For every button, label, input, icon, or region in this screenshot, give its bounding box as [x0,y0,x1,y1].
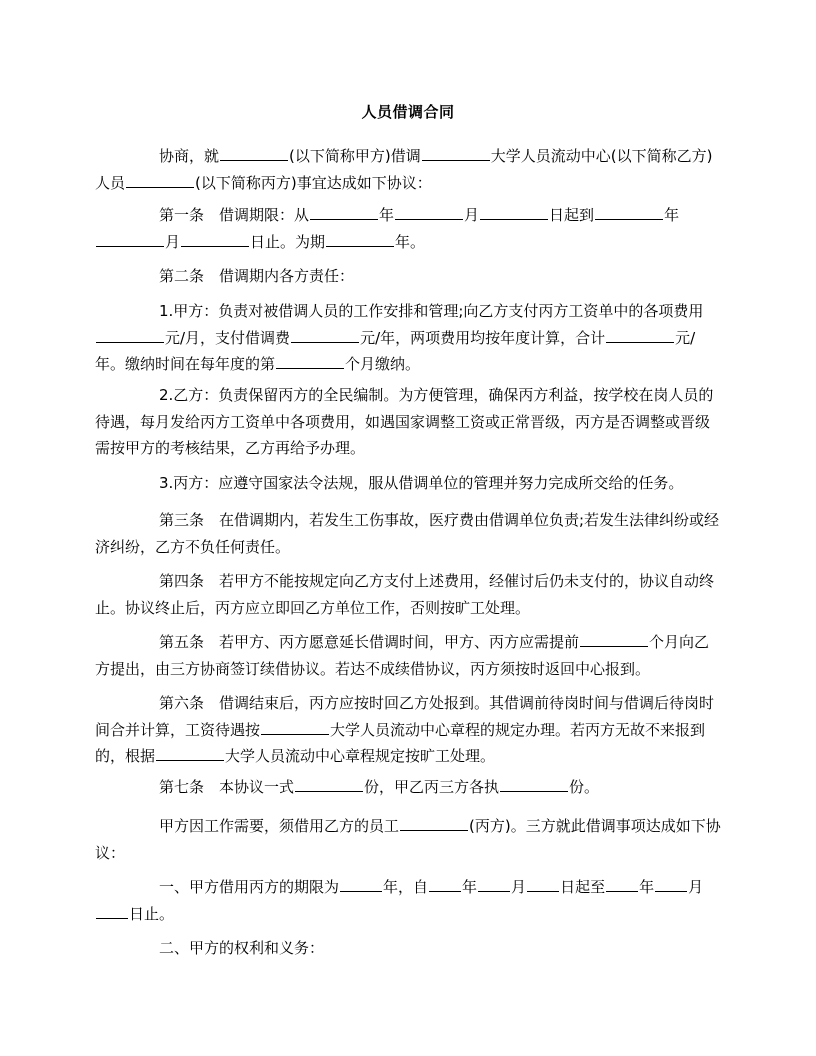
text-segment: 2.乙方：负责保留丙方的全民编制。为方便管理，确保丙方利益，按学校在岗人员的待遇，每月发给丙方工资单中各项费用，如遇国家调整工资或正常晋级，丙方是否调整或晋级需按甲方的考核结果，乙方再给予办理。 [95,386,714,457]
fill-blank [478,876,510,892]
text-segment: 一、甲方借用丙方的期限为 [159,878,340,896]
fill-blank [291,327,359,343]
text-segment: 年 [639,878,655,896]
text-segment: (丙方)。三方就此借调事项达成如下协议： [95,817,721,862]
text-segment: 日止。为期 [250,232,326,251]
fill-blank [422,145,490,161]
article-1-paragraph [95,202,723,255]
text-segment: 元/年。缴纳时间在每年度的第 [95,328,696,373]
article-7-paragraph [95,774,723,801]
fill-blank [580,631,648,647]
text-segment: 大学人员流动中心章程的规定办理。若丙方无故不来报到的，根据 [95,720,706,765]
text-segment: 份，甲乙丙三方各执 [364,778,500,796]
fill-blank [96,231,164,247]
text-segment: 大学人员流动中心(以下简称乙方)人员 [95,147,713,192]
text-segment: 第六条 借调结束后，丙方应按时回乙方处报到。其借调前待岗时间与借调后待岗时间合并计算，工资待遇按 [95,694,715,739]
fill-blank [480,204,548,220]
text-segment: 日止。 [129,904,175,923]
text-segment: 日起到 [549,206,595,224]
fill-blank [606,876,638,892]
fill-blank [156,745,224,761]
second-1-paragraph [95,874,723,927]
text-segment: 年 [664,206,680,224]
intro-paragraph [95,143,723,196]
text-segment: 年。 [395,232,426,251]
text-segment: 月 [511,878,527,896]
text-segment: 元/年，两项费用均按年度计算，合计 [360,328,606,347]
text-segment: 1.甲方：负责对被借调人员的工作安排和管理;向乙方支付丙方工资单中的各项费用 [159,302,704,320]
text-segment: 年，自 [383,878,429,896]
text-segment: 年 [462,878,478,896]
fill-blank [96,903,128,919]
fill-blank [181,231,249,247]
fill-blank [655,876,687,892]
fill-blank [261,719,329,735]
fill-blank [96,327,164,343]
text-segment: 3.丙方：应遵守国家法令法规，服从借调单位的管理并努力完成所交给的任务。 [159,474,684,492]
fill-blank [595,204,663,220]
text-segment: 第三条 在借调期内，若发生工伤事故，医疗费由借调单位负责;若发生法律纠纷或经济纠纷，乙方不负任何责任。 [95,511,720,556]
fill-blank [500,776,568,792]
article-6-paragraph [95,690,723,770]
fill-blank [429,876,461,892]
fill-blank [126,172,194,188]
text-segment: 第一条 借调期限：从 [159,206,310,224]
text-segment: 个月向乙方提出，由三方协商签订续借协议。若达不成续借协议，丙方须按时返回中心报到。 [95,633,710,678]
text-segment: 元/月，支付借调费 [165,328,291,347]
article-3-paragraph [95,507,723,560]
text-segment: 年 [379,206,395,224]
text-segment: 月 [688,878,704,896]
article-4-paragraph [95,568,723,621]
fill-blank [276,353,344,369]
text-segment: (以下简称甲方)借调 [289,147,421,165]
second-2-paragraph [95,935,723,962]
fill-blank [395,204,463,220]
text-segment: 协商，就 [159,147,220,165]
text-segment: 甲方因工作需要，须借用乙方的员工 [159,817,400,835]
fill-blank [527,876,559,892]
text-segment: 第二条 借调期内各方责任： [159,267,355,285]
fill-blank [400,815,468,831]
article-2-2-paragraph [95,382,723,462]
text-segment: 日起至 [560,878,606,896]
fill-blank [220,145,288,161]
article-2-1-paragraph [95,298,723,378]
second-intro-paragraph [95,813,723,866]
article-2-paragraph [95,263,723,290]
text-segment: 份。 [569,778,600,796]
text-segment: 第七条 本协议一式 [159,778,295,796]
text-segment: 个月缴纳。 [345,355,421,373]
document-title: 人员借调合同 [361,103,455,121]
text-segment: 月 [464,206,480,224]
fill-blank [340,876,382,892]
fill-blank [606,327,674,343]
text-segment: 二、甲方的权利和义务： [159,939,325,957]
text-segment: 第五条 若甲方、丙方愿意延长借调时间，甲方、丙方应需提前 [159,633,580,651]
fill-blank [295,776,363,792]
article-2-3-paragraph [95,470,723,497]
fill-blank [326,231,394,247]
text-segment: 大学人员流动中心章程规定按旷工处理。 [225,747,496,765]
text-segment: (以下简称丙方)事宜达成如下协议： [195,173,432,192]
text-segment: 第四条 若甲方不能按规定向乙方支付上述费用，经催讨后仍未支付的，协议自动终止。协议终止后，丙方应立即回乙方单位工作，否则按旷工处理。 [95,572,715,617]
text-segment: 月 [165,232,181,251]
article-5-paragraph [95,629,723,682]
fill-blank [310,204,378,220]
